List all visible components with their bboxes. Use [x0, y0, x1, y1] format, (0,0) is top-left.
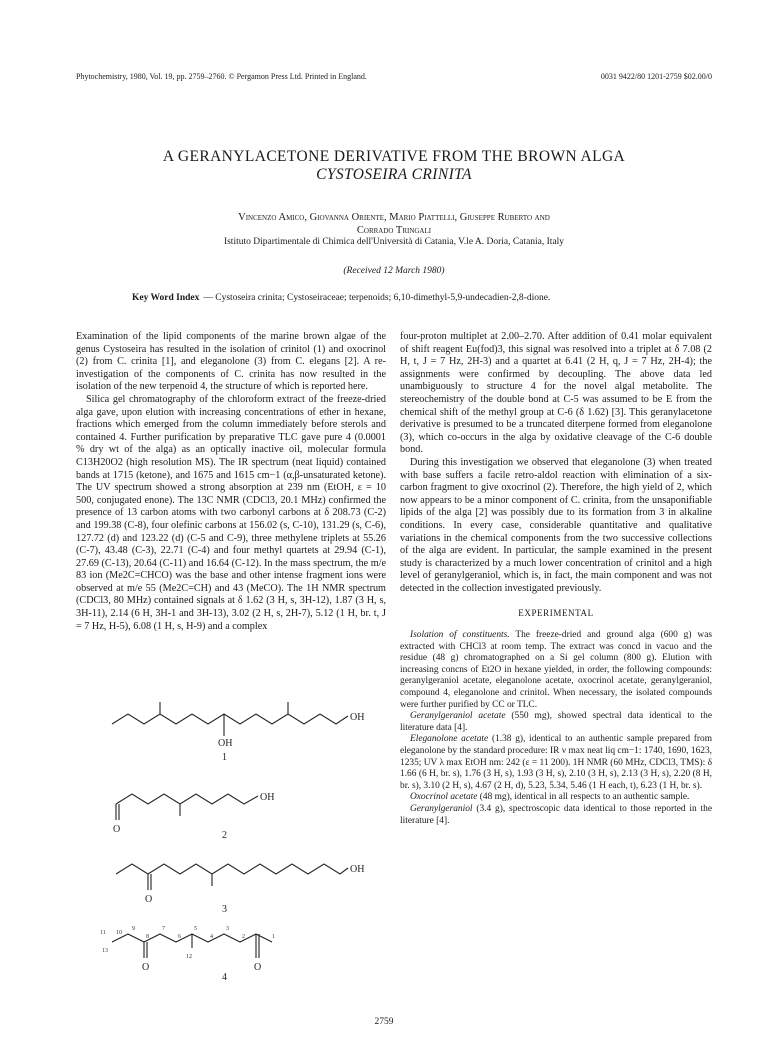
- s4-c7: 7: [162, 926, 165, 932]
- affiliation: Istituto Dipartimentale di Chimica dell'Università di Catania, V.le A. Doria, Catania, Italy: [223, 237, 565, 247]
- s4-c1: 1: [272, 934, 275, 940]
- s4-c3: 3: [226, 926, 229, 932]
- exp-geranylgeraniol-lead: Geranylgeraniol: [410, 803, 473, 814]
- authors-line-1: Vincenzo Amico, Giovanna Oriente, Mario Piattelli, Giuseppe Ruberto and: [238, 212, 550, 223]
- page-number: 2759: [374, 1017, 394, 1027]
- s3-o: O: [145, 894, 153, 905]
- exp-oxocrinol-acetate-lead: Oxocrinol acetate: [410, 792, 478, 803]
- s1-oh-bottom: OH: [218, 738, 233, 749]
- received-date: (Received 12 March 1980): [343, 266, 445, 276]
- experimental-section: [400, 630, 712, 827]
- exp-oxocrinol-acetate-text: (48 mg), identical in all respects to an authentic sample.: [477, 792, 690, 803]
- s1-oh-right: OH: [350, 712, 365, 723]
- authors-line-2: Corrado Tringali: [356, 225, 432, 236]
- retro-aldol-paragraph: During this investigation we observed that eleganolone (3) when treated with base suffers a facile retro-aldol reaction with elimination of a six-carbon fragment to give oxocrinol (2). Therefore, the high yield of 2, which now appears to be a minor component of C. crinita, from the unsaponifiable lipids of the alga [2] was possibly due to its formation from 3 in alkaline conditions. In every case, considerable quantitative and qualitative variations in the chemical components from the two successive collections of the alga are evident. In particular, the sample examined in the present study is characterized by a much lower concentration of crinitol and a high level of geranylgeraniol, which is, in fact, the main component and was not detected in the collection investigated previously.: [400, 456, 712, 594]
- exp-eleganolone-acetate-text: (1.38 g), identical to an authentic sample prepared from eleganolone by the standard procedure: IR ν max neat liq cm−1: 1740, 1690, 1623, 1235; UV λ max EtOH nm: 242 (ε = 11 200). 1H NMR (60 MHz, CDCl3, TMS): δ 1.66 (6 H, br. s), 1.76 (3 H, s), 1.93 (3 H, s), 2.10 (3 H, s), 2.13 (3 H, s), 2.20 (8 H, br. s), 3.10 (2 H, s), 4.67 (2 H, d), 5.23, 5.34, 5.46 (1 H each, t), 6.23 (1 H, br. s).: [400, 734, 712, 791]
- s4-o1: O: [142, 962, 150, 973]
- structure-1-chain: [112, 714, 348, 724]
- structure-3-chain: [116, 864, 348, 874]
- exp-ggacetate: [400, 711, 712, 734]
- s4-c6: 6: [178, 934, 181, 940]
- s4-c9: 9: [132, 926, 135, 932]
- s3-oh: OH: [350, 864, 365, 875]
- journal-citation: Phytochemistry, 1980, Vol. 19, pp. 2759–2760. © Pergamon Press Ltd. Printed in England.: [76, 72, 367, 81]
- exp-oxocrinol-acetate: [400, 792, 712, 804]
- structure-drawings: [76, 676, 386, 983]
- experimental-heading: EXPERIMENTAL: [518, 608, 594, 619]
- title-line-1: A GERANYLACETONE DERIVATIVE FROM THE BROWN ALGA: [162, 148, 626, 165]
- s1-number: 1: [222, 752, 227, 763]
- paper-title: [76, 148, 712, 184]
- s4-c8: 8: [146, 934, 149, 940]
- keyword-label: Key Word Index: [132, 293, 200, 303]
- s4-c4: 4: [210, 934, 213, 940]
- exp-isolation-lead: Isolation of constituents.: [410, 630, 510, 641]
- left-column: [76, 331, 386, 633]
- article-code: 0031 9422/80 1201-2759 $02.00/0: [600, 72, 712, 81]
- structure-figure: [76, 676, 386, 983]
- exp-geranylgeraniol-text: (3.4 g), spectroscopic data identical to those reported in the literature [4].: [400, 803, 712, 826]
- exp-eleganolone-acetate-lead: Eleganolone acetate: [410, 734, 489, 745]
- s4-c12: 12: [186, 954, 192, 960]
- exp-geranylgeraniol: [400, 804, 712, 827]
- s4-c2: 2: [242, 934, 245, 940]
- exp-ggacetate-text: (550 mg), showed spectral data identical to the literature data [4].: [400, 711, 713, 733]
- author-list: [76, 211, 712, 237]
- keyword-text: — Cystoseira crinita; Cystoseiraceae; terpenoids; 6,10-dimethyl-5,9-undecadien-2,8-dione.: [203, 293, 551, 303]
- exp-ggacetate-lead: Geranylgeraniol acetate: [410, 711, 506, 722]
- title-line-2: CYSTOSEIRA CRINITA: [316, 166, 472, 183]
- s4-c11: 11: [100, 930, 106, 936]
- exp-eleganolone-acetate: [400, 734, 712, 792]
- s4-o2: O: [254, 962, 262, 973]
- s3-number: 3: [222, 904, 227, 915]
- right-column: [400, 331, 712, 827]
- s4-c5: 5: [194, 926, 197, 932]
- intro-paragraph: Examination of the lipid components of the marine brown algae of the genus Cystoseira has resulted in the isolation of crinitol (1) and oxocrinol (2) from C. crinita [1], and eleganolone (3) from C. elegans [2]. A re-investigation of the components of C. crinita has now resulted in the isolation of the new terpenoid 4, the structure of which is reported here.: [76, 331, 386, 393]
- discussion-paragraph: four-proton multiplet at 2.00–2.70. After addition of 0.41 molar equivalent of shift reagent Eu(fod)3, this signal was resolved into a triplet at δ 7.08 (2 H, t, J = 7 Hz, 2H-3) and a quartet at 6.41 (2 H, q, J = 7 Hz, 2H-4); the assignments were confirmed by decoupling. The above data led unambiguously to structure 4 for the novel algal metabolite. The stereochemistry of the double bond at C-5 was assumed to be E from the chemical shift of the methyl group at C-6 (δ 1.62) [3]. This geranylacetone derivative is presumed to be a truncated diterpene formed from eleganolone (3), which co-occurs in the alga by oxidative cleavage of the C-6 double bond.: [400, 331, 712, 456]
- s4-number: 4: [222, 972, 227, 983]
- keyword-index: [132, 293, 692, 303]
- s2-o: O: [113, 824, 121, 835]
- s4-c10: 10: [116, 930, 122, 936]
- structure-2-chain: [116, 794, 258, 804]
- s4-c13: 13: [102, 948, 108, 954]
- s2-oh: OH: [260, 792, 275, 803]
- exp-isolation: [400, 630, 712, 711]
- s2-number: 2: [222, 830, 227, 841]
- exp-isolation-text: The freeze-dried and ground alga (600 g) was extracted with CHCl3 at room temp. The extract was concd in vacuo and the residue (48 g) chromatographed on a Si gel column (800 g). Elution with increasing concns of Et2O in hexane yielded, in order, the following compounds: geranylgeraniol acetate, eleganolone acetate, oxocrinol acetate, geranylgeraniol, compound 4, eleganolone and crinitol. When necessary, the isolated compounds were further purified by CC or TLC.: [400, 630, 712, 710]
- results-paragraph: Silica gel chromatography of the chloroform extract of the freeze-dried alga gave, upon elution with increasing concentrations of ether in hexane, fractions which emerged from the column immediately before sterols and contained 4. Further purification by preparative TLC gave pure 4 (0.0001 % dry wt of the alga) as an optically inactive oil, molecular formula C13H20O2 (high resolution MS). The IR spectrum (neat liquid) contained bands at 1715 (ketone), and 1675 and 1615 cm−1 (α,β-unsaturated ketone). The UV spectrum showed a strong absorption at 239 nm (EtOH, ε = 10 500, conjugated enone). The 13C NMR (CDCl3, 20.1 MHz) confirmed the presence of 13 carbon atoms with two carbonyl carbons at δ 208.73 (C-2) and 199.38 (C-8), four olefinic carbons at 156.02 (s, C-10), 131.29 (s, C-6), 127.72 (d) and 123.22 (d) (C-5 and C-9), three methylene triplets at 55.26 (C-7), 43.48 (C-3), 22.71 (C-4) and four methyl quartets at 29.94 (C-1), 27.69 (C-13), 20.64 (C-11) and 16.64 (C-12). In the mass spectrum, the m/e 83 ion (Me2C=CHCO) was the base and other intense fragment ions were observed at m/e 55 (Me2C=CH) and 43 (MeCO). The 1H NMR spectrum (CDCl3, 80 MHz) contained signals at δ 1.62 (3 H, s, 3H-12), 1.87 (3 H, s, 3H-11), 2.14 (6 H, 3H-1 and 3H-13), 3.02 (2 H, s, 2H-7), 5.12 (1 H, br. t, J = 7 Hz, H-5), 6.08 (1 H, s, H-9) and a complex: [76, 393, 386, 632]
